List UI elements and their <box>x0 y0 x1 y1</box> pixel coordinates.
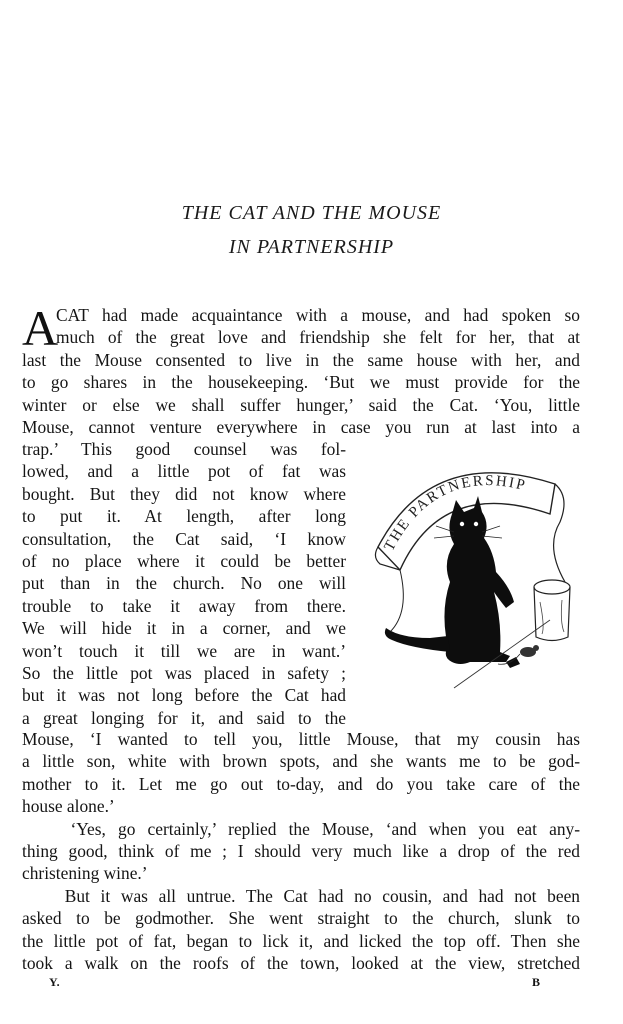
text-line: consultation, the Cat said, ‘I know <box>22 528 346 549</box>
text-line: put than in the church. No one will <box>22 573 346 594</box>
text-line: won’t touch it till we are in want.’ <box>22 640 346 661</box>
text-line: a little son, white with brown spots, and she wants me to be god- <box>22 751 580 772</box>
text-line: a great longing for it, and said to the <box>22 707 346 728</box>
text-line: lowed, and a little pot of fat was <box>22 461 346 482</box>
text-line: house alone.’ <box>22 796 115 817</box>
text-line: thing good, think of me ; I should very much like a drop of the red <box>22 841 580 862</box>
narrow-column-text <box>22 438 346 729</box>
text-line: took a walk on the roofs of the town, looked at the view, stretched <box>22 953 580 974</box>
text-line: to put it. At length, after long <box>22 506 346 527</box>
text-line: of no place where it could be better <box>22 551 346 572</box>
text-line: asked to be godmother. She went straight to the church, slunk to <box>22 908 580 929</box>
text-line: much of the great love and friendship she felt for her, that at <box>56 327 580 348</box>
text-line: the little pot of fat, began to lick it, and licked the top off. Then she <box>22 930 580 951</box>
signature-mark: Y. <box>49 975 60 989</box>
text-line: CAT had made acquaintance with a mouse, and had spoken so <box>56 305 580 325</box>
text-line: winter or else we shall suffer hunger,’ said the Cat. ‘You, little <box>22 394 580 415</box>
text-line: ‘Yes, go certainly,’ replied the Mouse, ‘and when you eat any- <box>22 818 581 839</box>
text-line: trouble to take it away from there. <box>22 595 346 616</box>
text-line: bought. But they did not know where <box>22 483 346 504</box>
text-line: We will hide it in a corner, and we <box>22 618 346 639</box>
partnership-illustration <box>370 452 585 702</box>
intro-paragraph <box>22 300 580 438</box>
text-line: to go shares in the housekeeping. ‘But we must provide for the <box>22 372 580 393</box>
sheet-mark: B <box>532 975 541 989</box>
story-title-line-2: IN PARTNERSHIP <box>228 236 395 258</box>
banner-text: THE PARTNERSHIP <box>381 473 529 554</box>
text-line: last the Mouse consented to live in the same house with her, and <box>22 349 580 370</box>
text-line: christening wine.’ <box>22 863 148 884</box>
story-title-line-1: THE CAT AND THE MOUSE <box>181 202 442 224</box>
text-line: but it was not long before the Cat had <box>22 685 346 706</box>
text-line: Mouse, cannot venture everywhere in case you run at last into a <box>22 417 580 438</box>
continued-paragraphs <box>22 728 580 974</box>
text-line: But it was all untrue. The Cat had no cousin, and had not been <box>22 885 581 906</box>
fat-pot-drawing <box>534 580 570 641</box>
text-line: mother to it. Let me go out to-day, and do you take care of the <box>22 773 580 794</box>
drop-cap: A <box>22 300 59 356</box>
text-line: Mouse, ‘I wanted to tell you, little Mouse, that my cousin has <box>22 729 580 749</box>
text-line: So the little pot was placed in safety ; <box>22 663 346 684</box>
text-line: trap.’ This good counsel was fol- <box>22 439 346 459</box>
